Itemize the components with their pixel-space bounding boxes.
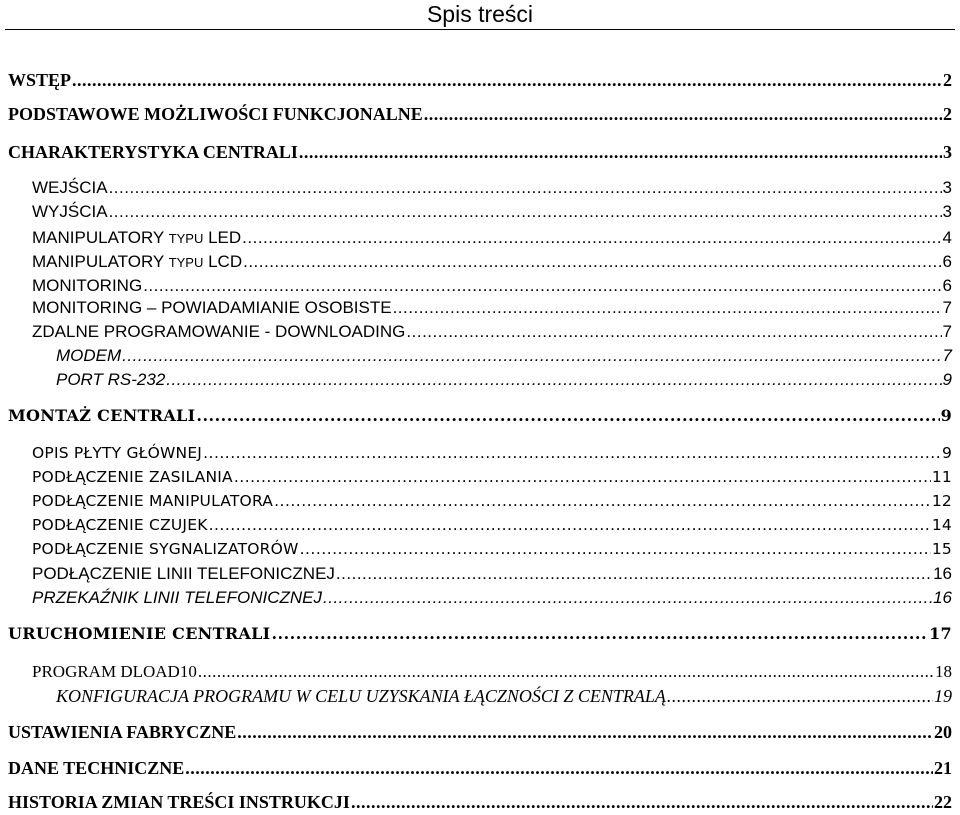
toc-entry-page: 11: [931, 468, 952, 486]
dot-leader: [243, 252, 941, 272]
toc-entry-montaz-centrali[interactable]: [8, 406, 952, 425]
dot-leader: [198, 662, 934, 682]
toc-entry-label: HISTORIA ZMIAN TREŚCI INSTRUKCJI: [8, 792, 350, 812]
toc-entry-label: MANIPULATORY TYPU LCD: [32, 252, 243, 271]
dot-leader: [424, 104, 942, 125]
toc-entry-label: WSTĘP: [8, 70, 72, 90]
dot-leader: [196, 406, 939, 425]
dot-leader: [667, 686, 933, 707]
toc-entry-przekaznik[interactable]: [32, 588, 952, 608]
dot-leader: [323, 588, 932, 608]
toc-entry-ustawienia-fabryczne[interactable]: [8, 722, 952, 743]
toc-entry-page: 9: [940, 406, 952, 425]
toc-entry-label: KONFIGURACJA PROGRAMU W CELU UZYSKANIA ŁĄCZNOŚCI Z CENTRALĄ: [56, 686, 666, 706]
toc-entry-manipulatory-lcd[interactable]: [32, 252, 952, 272]
toc-entry-port-rs232[interactable]: [56, 370, 952, 390]
toc-entry-label: PODŁĄCZENIE MANIPULATORA: [32, 492, 274, 510]
toc-entry-monitoring[interactable]: [32, 276, 952, 296]
dot-leader: [300, 540, 931, 558]
toc-entry-page: 3: [942, 202, 952, 221]
toc-entry-program-dload10[interactable]: [32, 662, 952, 682]
toc-entry-page: 7: [942, 322, 952, 341]
toc-entry-page: 9: [942, 370, 952, 389]
dot-leader: [166, 370, 941, 390]
toc-entry-wstep[interactable]: [8, 70, 952, 91]
toc-entry-label: OPIS PŁYTY GŁÓWNEJ: [32, 444, 203, 462]
toc-entry-manipulatory-led[interactable]: [32, 228, 952, 248]
dot-leader: [351, 792, 933, 813]
toc-entry-label: MONTAŻ CENTRALI: [8, 406, 196, 425]
toc-entry-uruchomienie[interactable]: [8, 624, 952, 643]
dot-leader: [209, 516, 931, 534]
toc-entry-page: 6: [942, 252, 952, 271]
toc-entry-page: 7: [942, 346, 952, 365]
toc-entry-label: WEJŚCIA: [32, 178, 108, 197]
toc-entry-page: 9: [941, 444, 952, 462]
toc-entry-label: PROGRAM DLOAD10: [32, 662, 197, 681]
toc-entry-label: USTAWIENIA FABRYCZNE: [8, 722, 237, 742]
toc-entry-konfiguracja[interactable]: [56, 686, 952, 707]
header-divider: [5, 29, 955, 30]
toc-entry-label: DANE TECHNICZNE: [8, 758, 185, 778]
toc-entry-label: PRZEKAŹNIK LINII TELEFONICZNEJ: [32, 588, 322, 607]
dot-leader: [109, 202, 942, 222]
toc-entry-zasilania[interactable]: [32, 468, 952, 486]
toc-entry-page: 2: [943, 104, 952, 124]
dot-leader: [242, 228, 941, 248]
toc-entry-label: PODSTAWOWE MOŻLIWOŚCI FUNKCJONALNE: [8, 104, 423, 124]
toc-entry-page: 2: [943, 70, 952, 90]
dot-leader: [109, 178, 942, 198]
dot-leader: [185, 758, 933, 779]
toc-entry-label: PODŁĄCZENIE SYGNALIZATORÓW: [32, 540, 299, 558]
toc-entry-wyjscia[interactable]: [32, 202, 952, 222]
toc-entry-label: PODŁĄCZENIE LINII TELEFONICZNEJ: [32, 564, 335, 583]
dot-leader: [299, 142, 942, 163]
toc-entry-modem[interactable]: [56, 346, 952, 366]
dot-leader: [203, 444, 941, 462]
toc-entry-page: 21: [934, 758, 952, 778]
toc-entry-page: 4: [942, 228, 952, 247]
toc-entry-sygnalizatorow[interactable]: [32, 540, 952, 558]
toc-entry-charakterystyka[interactable]: [8, 142, 952, 163]
toc-entry-linii-telefonicznej[interactable]: [32, 564, 952, 584]
toc-entry-opis-plyty[interactable]: [32, 444, 952, 462]
toc-entry-dane-techniczne[interactable]: [8, 758, 952, 779]
toc-entry-label: MANIPULATORY TYPU LED: [32, 228, 242, 247]
toc-entry-page: 12: [931, 492, 952, 510]
dot-leader: [274, 492, 931, 510]
toc-entry-label: MODEM: [56, 346, 122, 365]
toc-entry-monitoring-powiadamianie[interactable]: [32, 298, 952, 318]
dot-leader: [237, 722, 933, 743]
toc-entry-historia-zmian[interactable]: [8, 792, 952, 813]
toc-entry-page: 6: [942, 276, 952, 295]
toc-entry-page: 17: [929, 624, 952, 643]
toc-entry-label: WYJŚCIA: [32, 202, 108, 221]
toc-entry-page: 19: [934, 686, 952, 706]
dot-leader: [122, 346, 941, 366]
toc-entry-page: 18: [935, 662, 952, 681]
toc-entry-page: 14: [931, 516, 952, 534]
dot-leader: [72, 70, 942, 91]
toc-entry-label: PODŁĄCZENIE CZUJEK: [32, 516, 208, 534]
toc-entry-page: 16: [933, 564, 952, 583]
toc-entry-label: PORT RS-232: [56, 370, 166, 389]
dot-leader: [336, 564, 932, 584]
toc-entry-label: MONITORING – POWIADAMIANIE OSOBISTE: [32, 298, 392, 317]
toc-entry-label: ZDALNE PROGRAMOWANIE - DOWNLOADING: [32, 322, 406, 341]
dot-leader: [143, 276, 941, 296]
toc-entry-podstawowe[interactable]: [8, 104, 952, 125]
toc-entry-label: URUCHOMIENIE CENTRALI: [8, 624, 271, 643]
toc-entry-czujek[interactable]: [32, 516, 952, 534]
dot-leader: [406, 322, 941, 342]
toc-entry-label: PODŁĄCZENIE ZASILANIA: [32, 468, 233, 486]
dot-leader: [271, 624, 928, 643]
toc-entry-page: 20: [934, 722, 952, 742]
toc-entry-manipulatora[interactable]: [32, 492, 952, 510]
toc-entry-page: 3: [942, 178, 952, 197]
toc-entry-page: 3: [943, 142, 952, 162]
dot-leader: [234, 468, 931, 486]
toc-entry-wejscia[interactable]: [32, 178, 952, 198]
page-header: [0, 0, 960, 30]
toc-entry-zdalne-programowanie[interactable]: [32, 322, 952, 342]
toc-entry-label: CHARAKTERYSTYKA CENTRALI: [8, 142, 298, 162]
dot-leader: [393, 298, 942, 318]
toc-entry-page: 16: [933, 588, 952, 607]
page-title: Spis treści: [426, 1, 534, 27]
toc-entry-page: 22: [934, 792, 952, 812]
toc-entry-label: MONITORING: [32, 276, 143, 295]
toc-entry-page: 7: [942, 298, 952, 317]
toc-entry-page: 15: [931, 540, 952, 558]
